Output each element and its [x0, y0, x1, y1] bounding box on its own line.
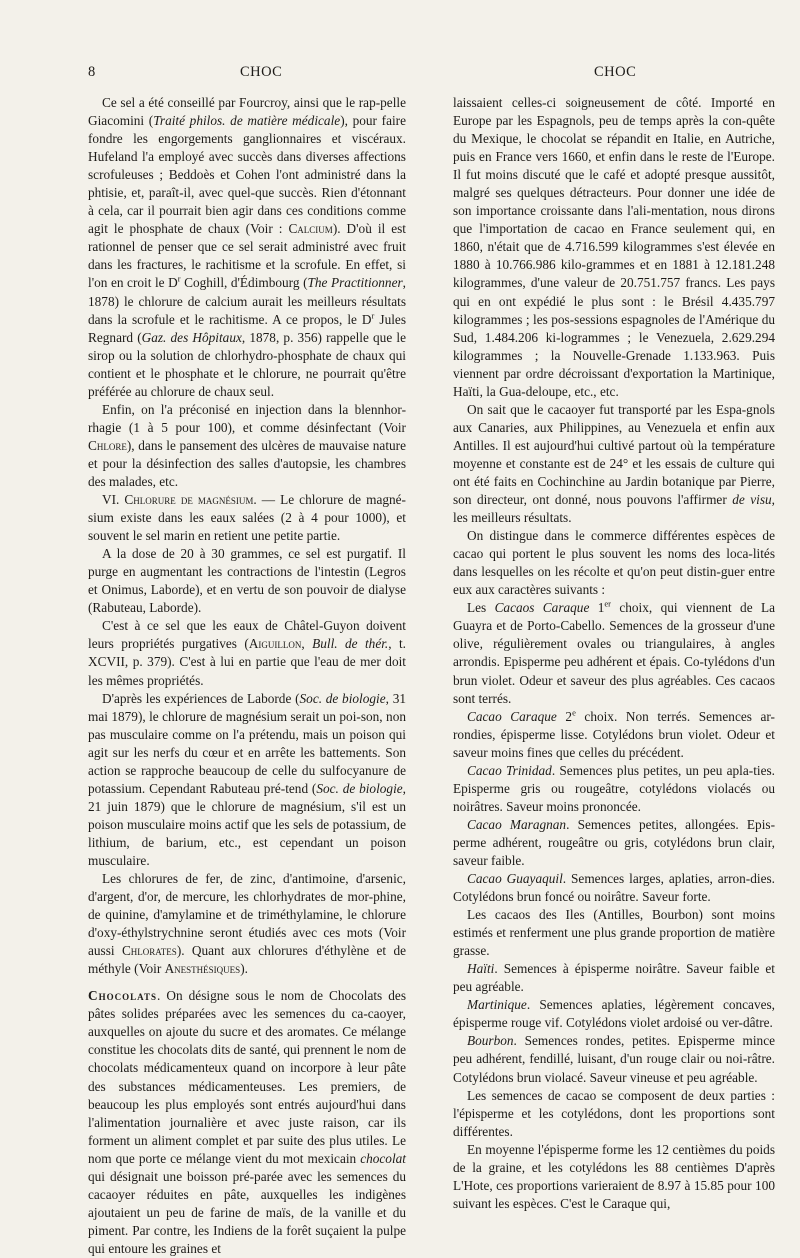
- text-run: ,: [301, 636, 313, 652]
- text-run: , t. XCVII, p. 379). C'est à lui en partie que l'eau de mer doit les mêmes propriétés.: [88, 636, 406, 688]
- superscript: e: [572, 707, 576, 718]
- text-run: Les: [467, 600, 495, 616]
- text-run: On sait que le cacaoyer fut transporté par les Espa-gnols aux Canaries, aux Philippines, au Venezuela et enfin aux Antilles. Il est aujourd'hui cultivé partout où la température moyenne et constante est de 24° et les essais de culture qui ont été faits en Cochinchine au Jardin botanique par Pierre, son directeur, ont donné, nous pouvons l'affirmer: [453, 401, 775, 508]
- variety-paragraph: [453, 816, 775, 870]
- running-header: [0, 64, 800, 86]
- paragraph: [453, 401, 775, 527]
- citation-title: Traité philos. de matière médicale: [153, 113, 341, 129]
- text-run: ), dans le pansement des ulcères de mauvaise nature et pour la désinfection des salles d'autopsie, les chambres des malades, etc.: [88, 437, 406, 489]
- variety-paragraph: [453, 870, 775, 906]
- variety-name: Cacaos Caraque: [494, 600, 590, 616]
- text-run: 1: [589, 600, 605, 616]
- cross-reference: Calcium: [288, 221, 333, 237]
- variety-paragraph: [453, 960, 775, 996]
- paragraph: [88, 617, 406, 689]
- text-run: . Semences plus petites, un peu apla-ties. Episperme gris ou rougeâtre, cotylédons violacés ou noirâtres. Saveur moins prononcée.: [453, 762, 776, 814]
- paragraph: A la dose de 20 à 30 grammes, ce sel est purgatif. Il purge en augmentant les contractions de l'intestin (Legros et Onimus, Laborde), et en vertu de son pouvoir de dialyse (Rabuteau, Laborde).: [88, 546, 406, 616]
- text-run: . — Le chlorure de magné-sium existe dans les eaux salées (2 à 4 pour 1000), et souvent le sel marin en retient une petite partie.: [88, 492, 406, 544]
- paragraph: [88, 94, 406, 401]
- text-run: . Semences larges, aplaties, arron-dies. Cotylédons brun foncé ou noirâtre. Saveur forte.: [453, 871, 775, 905]
- superscript: r: [371, 310, 375, 321]
- text-run: , 1878) le chlorure de calcium aurait les meilleurs résultats dans la scrofule et le rachitisme. A ce propos, le D: [88, 275, 406, 327]
- text-run: ), pour faire fondre les engorgements ganglionnaires et viscéraux. Hufeland l'a employé avec succès dans diverses affections scrofuleuses ; Beddoès et Cohen l'ont administré dans la phtisie, et, paraît-il, avec quel-que succès. Rien d'étonnant à cela, car il pourrait bien agir dans ces conditions comme agit le phosphate de chaux (Voir :: [88, 113, 406, 237]
- paragraph: [88, 401, 406, 491]
- text-run: D'après les expériences de Laborde (: [102, 690, 300, 706]
- page-number: 8: [88, 64, 96, 80]
- paragraph: On distingue dans le commerce différentes espèces de cacao qui portent le plus souvent les noms des loca-lités dans lesquelles on les récolte et qu'on peut distin-guer entre eux aux caractères suivants :: [453, 528, 775, 598]
- author-name: Aiguillon: [248, 636, 302, 652]
- paragraph: En moyenne l'épisperme forme les 12 centièmes du poids de la graine, et les cotylédons les 88 centièmes D'après L'Hote, ces proportions varieraient de 8.97 à 15.85 pour 100 suivant les espèces. C'est le Caraque qui,: [453, 1141, 775, 1211]
- section-number: VI.: [102, 492, 125, 508]
- right-column: [453, 94, 775, 1213]
- variety-paragraph: [453, 599, 775, 707]
- text-run: ). Quant aux chlorures d'éthylène et de méthyle (Voir: [88, 943, 406, 977]
- text-run: Les chlorures de fer, de zinc, d'antimoine, d'arsenic, d'argent, d'or, de mercure, les chlorhydrates de mor-phine, de quinine, d'amylamine et de triméthylamine, le chlorure d'oxy-éthylstrychnine seront étudiés avec ces mots (Voir aussi: [88, 871, 406, 959]
- text-run: Jules Regnard (: [88, 311, 407, 345]
- text-run: , 21 juin 1879) que le chlorure de magnésium, s'il est un poison musculaire moins actif que les sels de potassium, de lithium, de barium, etc., est cependant un poison musculaire.: [88, 780, 406, 868]
- text-run: Enfin, on l'a préconisé en injection dans la blennhor-rhagie (1 à 5 pour 100), et comme désinfectant (Voir: [88, 401, 406, 435]
- text-run: Ce sel a été conseillé par Fourcroy, ainsi que le rap-pelle Giacomini (: [88, 95, 406, 129]
- text-run: C'est à ce sel que les eaux de Châtel-Guyon doivent leurs propriétés purgatives (: [88, 618, 406, 652]
- paragraph: Les cacaos des Iles (Antilles, Bourbon) sont moins estimés et renferment une plus grande proportion de matière grasse.: [453, 907, 775, 959]
- cross-reference: Anesthésiques: [164, 961, 241, 977]
- superscript: r: [177, 274, 181, 285]
- variety-paragraph: [453, 996, 775, 1032]
- paragraph: Les semences de cacao se composent de deux parties : l'épisperme et les cotylédons, dont les proportions sont différentes.: [453, 1087, 775, 1139]
- text-run: ). D'où il est rationnel de penser que ce sel serait administré avec fruit dans les fractures, le rachitisme et la scrofule. En effet, si l'on en croit le D: [88, 221, 406, 291]
- variety-name: Martinique: [467, 997, 527, 1013]
- text-run: qui désignait une boisson pré-parée avec les semences du cacaoyer réduites en pâte, auxquelles les indigènes ajoutaient un peu de farine de maïs, de la vanille et du piment. Par contre, les Indiens de la forêt suçaient la pulpe qui entoure les graines et: [88, 1168, 406, 1256]
- left-column: [88, 94, 406, 1258]
- entry-headword: Chocolats: [88, 988, 157, 1004]
- text-run: . Semences rondes, petites. Episperme mince peu adhérent, fendillé, luisant, d'un rouge clair ou noi-râtre. Cotylédons brun violacé. Saveur vineuse et peu agréable.: [453, 1033, 775, 1085]
- variety-name: Haïti: [467, 961, 495, 977]
- text-run: ).: [240, 961, 248, 977]
- text-run: . Semences aplaties, légèrement concaves, épisperme rouge vif. Cotylédons violet ardoisé ou ver-dâtre.: [453, 997, 775, 1031]
- text-run: 2: [556, 708, 573, 724]
- paragraph: laissaient celles-ci soigneusement de côté. Importé en Europe par les Espagnols, peu de temps après la con-quête du Mexique, le chocolat se répandit en Italie, en Autriche, puis en France vers 1660, et enfin dans le reste de l'Europe. Il fut moins discuté que le café et adopté presque aussitôt, malgré ses quelques détracteurs. Pour donner une idée de son importance croissante dans l'ali-mentation, nous dirons que l'importation de cacao en France seulement qui, en 1860, n'était que de 4.716.599 kilogrammes s'est élevée en 1880 à 10.766.986 kilo-grammes et en 1881 à 12.181.248 kilogrammes, d'une valeur de 20.751.757 francs. Les pays qui en ont expédié le plus sont : le Brésil 4.435.797 kilogrammes ; les pos-sessions espagnoles de l'Amérique du Sud, 1.484.206 ki-logrammes ; le Venezuela, 2.629.294 kilogrammes ; la Nouvelle-Grenade 1.133.963. Puis viennent par ordre décroissant d'exportation la Martinique, Haïti, la Gua-deloupe, etc., etc.: [453, 95, 775, 399]
- paragraph: [88, 690, 406, 870]
- citation-title: Gaz. des Hôpitaux: [141, 329, 242, 345]
- variety-paragraph: [453, 708, 775, 762]
- paragraph: [88, 870, 406, 978]
- entry-paragraph: [88, 987, 406, 1258]
- text-run: choix, qui viennent de La Guayra et de Porto-Cabello. Semences de la grosseur d'une olive, régulièrement ovales ou triangulaires, à angles arrondis. Episperme peu adhérent et épais. Co-tylédons d'un brun violet. Odeur et saveur des plus agréables. Ces cacaos sont terrés.: [453, 600, 775, 706]
- text-run: choix. Non terrés. Semences ar-rondies, épisperme lisse. Cotylédons brun violet. Odeur et saveur moins fines que celles du précédent.: [453, 708, 775, 760]
- text-run: , 1878, p. 356) rappelle que le sirop ou la solution de chlorhydro-phosphate de chaux qui contient et le phosphate et le chlorure, ne pourrait qu'être préférée au chlorure de chaux seul.: [88, 329, 406, 399]
- cross-reference: Chlore: [88, 437, 127, 453]
- citation-title: The Practitionner: [307, 275, 403, 291]
- variety-name: Bourbon: [467, 1033, 514, 1049]
- text-run: . On désigne sous le nom de Chocolats des pâtes solides préparées avec les semences du ca-caoyer, auxquelles on ajoute du sucre et des aromates. Ce mélange constitue les chocolats dits de santé, qui prennent le nom de chocolats médicamenteux quand on incorpore à leur pâte des substances médicamenteuses. Les premiers, de beaucoup les plus employés sont entrés aujourd'hui dans l'alimentation journalière et avec juste raison, car ils forment un aliment complet et par suite des plus utiles. Le nom que porte ce mélange vient du mot mexicain: [88, 988, 406, 1166]
- variety-name: Cacao Trinidad: [467, 762, 552, 778]
- text-run: . Semences à épisperme noirâtre. Saveur faible et peu agréable.: [453, 961, 775, 995]
- section-heading: Chlorure de magnésium: [124, 492, 254, 508]
- citation-title: Soc. de biologie: [316, 780, 403, 796]
- variety-paragraph: [453, 1032, 775, 1086]
- italic-word: chocolat: [360, 1150, 406, 1166]
- text-run: , les meilleurs résultats.: [453, 492, 775, 526]
- italic-phrase: de visu: [732, 492, 772, 508]
- running-head-left: CHOC: [240, 64, 283, 80]
- cross-reference: Chlorates: [121, 943, 177, 959]
- variety-name: Cacao Caraque: [467, 708, 557, 724]
- text-run: . Semences petites, allongées. Epis-perme adhérent, rougeâtre ou gris, cotylédons brun clair, saveur faible.: [453, 816, 775, 868]
- superscript: er: [604, 598, 611, 609]
- citation-title: Bull. de thér.: [312, 636, 389, 652]
- variety-name: Cacao Maragnan: [467, 816, 567, 832]
- citation-title: Soc. de biologie: [299, 690, 386, 706]
- section-paragraph: [88, 491, 406, 545]
- text-run: , 31 mai 1879), le chlorure de magnésium serait un poi-son, non pas musculaire comme on l'a prétendu, mais un poison qui agit sur les nerfs du cœur et en arrête les battements. Son action se rapproche beaucoup de celle du sulfocyanure de potassium. Cependant Rabuteau pré-tend (: [88, 690, 406, 796]
- text-run: Coghill, d'Édimbourg (: [180, 275, 308, 291]
- running-head-right: CHOC: [594, 64, 637, 80]
- variety-paragraph: [453, 762, 775, 816]
- variety-name: Cacao Guayaquil: [467, 871, 563, 887]
